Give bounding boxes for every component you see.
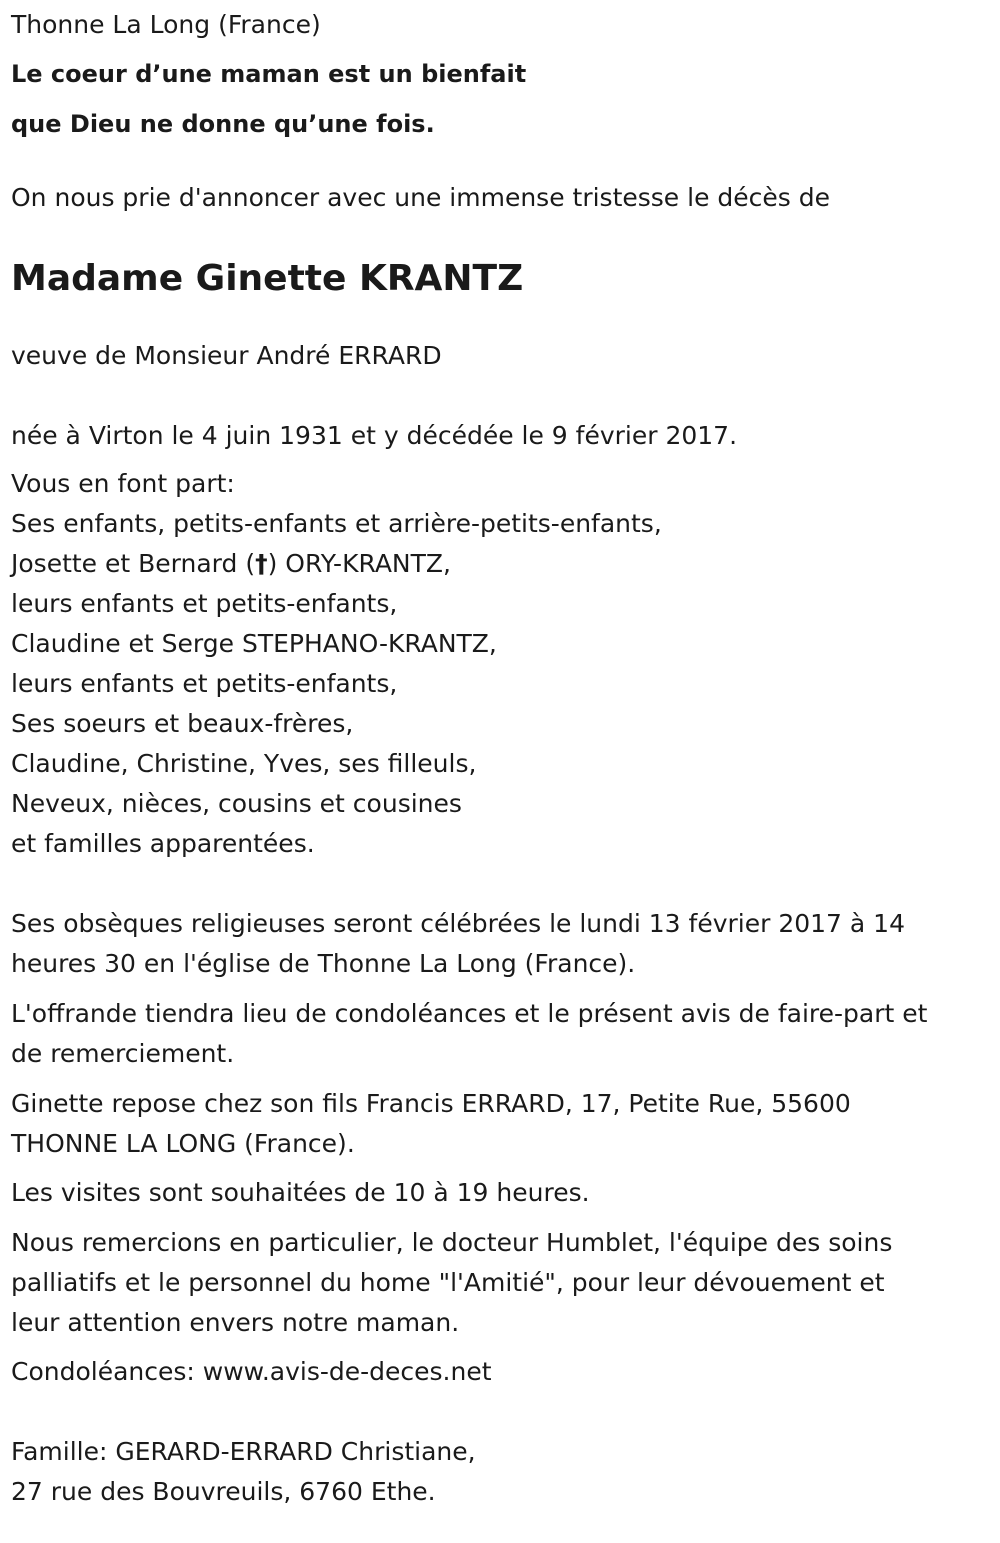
family-line: leurs enfants et petits-enfants, [11, 669, 398, 698]
birth-death-line: née à Virton le 4 juin 1931 et y décédée le 9 février 2017. [11, 421, 738, 450]
deceased-name: Madame Ginette KRANTZ [11, 258, 524, 299]
cross-icon: † [255, 549, 268, 578]
announcement-text: On nous prie d'annoncer avec une immense tristesse le décès de [11, 183, 831, 212]
family-line-josette [11, 544, 996, 584]
condolences-line: Condoléances: www.avis-de-deces.net [11, 1357, 492, 1386]
thanks-line: palliatifs et le personnel du home "l'Amitié", pour leur dévouement et [11, 1268, 885, 1297]
offering-line: L'offrande tiendra lieu de condoléances et le présent avis de faire-part et [11, 999, 928, 1028]
funeral-line: heures 30 en l'église de Thonne La Long (France). [11, 949, 636, 978]
family-intro: Vous en font part: [11, 469, 235, 498]
family-list [11, 464, 996, 864]
rest-line: Ginette repose chez son fils Francis ERRARD, 17, Petite Rue, 55600 [11, 1089, 851, 1118]
contact-line: 27 rue des Bouvreuils, 6760 Ethe. [11, 1477, 436, 1506]
contact-line: Famille: GERARD-ERRARD Christiane, [11, 1437, 476, 1466]
rest-paragraph [11, 1084, 996, 1164]
family-line-josette-suffix: ) ORY-KRANTZ, [267, 549, 451, 578]
family-line: Ses enfants, petits-enfants et arrière-petits-enfants, [11, 509, 662, 538]
visits-line: Les visites sont souhaitées de 10 à 19 heures. [11, 1178, 590, 1207]
location-line: Thonne La Long (France) [11, 10, 321, 39]
quote-line-2: que Dieu ne donne qu’une fois. [11, 110, 435, 138]
contact-paragraph [11, 1432, 996, 1512]
family-line: Claudine et Serge STEPHANO-KRANTZ, [11, 629, 497, 658]
widow-of-line: veuve de Monsieur André ERRARD [11, 341, 442, 370]
quote-line-1: Le coeur d’une maman est un bienfait [11, 60, 527, 88]
family-line-josette-prefix: Josette et Bernard ( [11, 549, 256, 578]
obituary-document [11, 0, 996, 1512]
offering-line: de remerciement. [11, 1039, 235, 1068]
thanks-line: leur attention envers notre maman. [11, 1308, 460, 1337]
family-line: Neveux, nièces, cousins et cousines [11, 789, 462, 818]
rest-line: THONNE LA LONG (France). [11, 1129, 355, 1158]
funeral-paragraph [11, 904, 996, 984]
thanks-paragraph [11, 1223, 996, 1343]
family-line: Claudine, Christine, Yves, ses filleuls, [11, 749, 477, 778]
thanks-line: Nous remercions en particulier, le docteur Humblet, l'équipe des soins [11, 1228, 893, 1257]
funeral-line: Ses obsèques religieuses seront célébrées le lundi 13 février 2017 à 14 [11, 909, 905, 938]
offering-paragraph [11, 994, 996, 1074]
family-line: Ses soeurs et beaux-frères, [11, 709, 354, 738]
family-line: et familles apparentées. [11, 829, 315, 858]
family-line: leurs enfants et petits-enfants, [11, 589, 398, 618]
